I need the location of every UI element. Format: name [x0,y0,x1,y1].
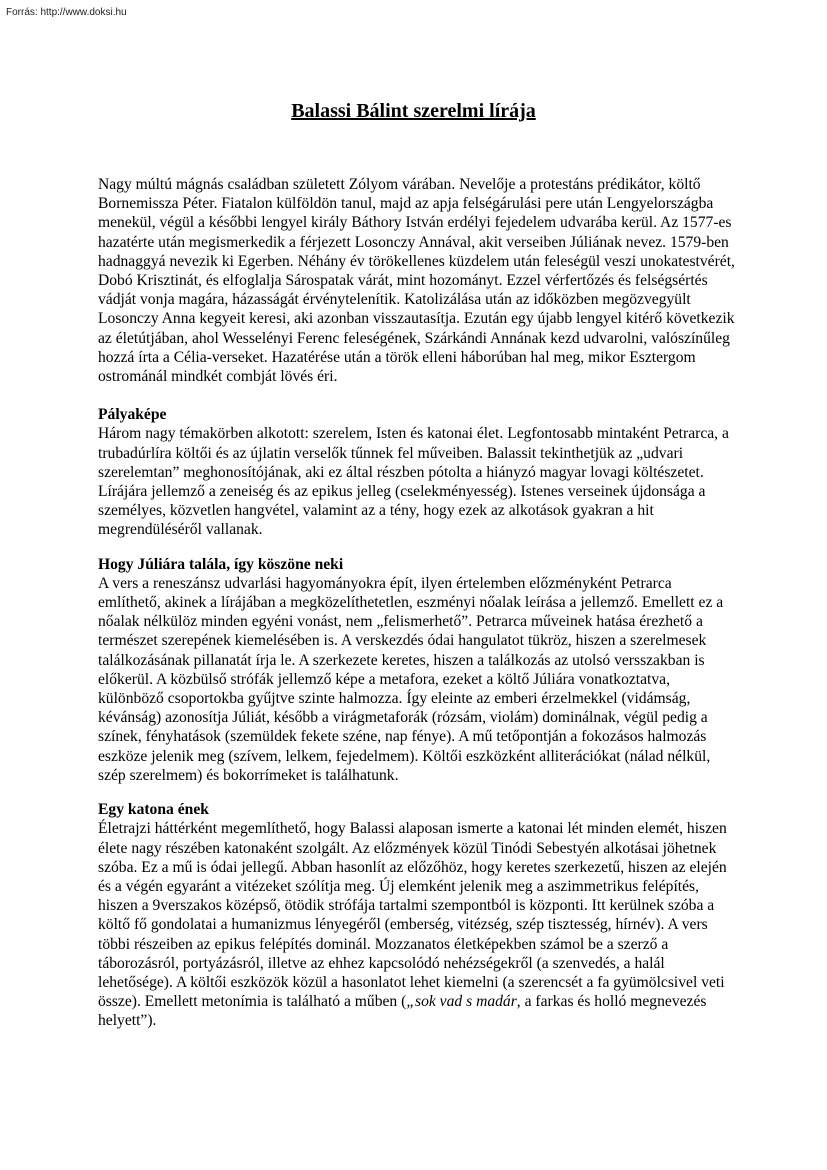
section-heading-palyakepe: Pályaképe [98,406,167,424]
document-body [98,175,738,1031]
source-url: Forrás: http://www.doksi.hu [6,7,127,18]
document-title: Balassi Bálint szerelmi lírája [291,100,536,122]
section-text-katona-quote: „sok vad s madár [406,993,517,1011]
section-text-katona-main: Életrajzi háttérként megemlíthető, hogy Balassi alaposan ismerte a katonai lét minden elemét, hiszen élete nagy részében katonaként szolgált. Az előzmények közül Tinódi Sebestyén alkotásai jöhetnek szóba. Ez a mű is ódai jellegű. Abban hasonlít az előzőhöz, hogy keretes szerkezetű, hiszen az elején és a végén egyaránt a vitézeket szólítja meg. Új elemként jelenik meg a aszimmetrikus felépítés, hiszen a 9verszakos középső, ötödik strófája tartalmi szempontból is központi. Itt kerülnek szóba a költő fő gondolatai a humanizmus lényegéről (emberség, vitézség, szép tisztesség, hírnév). A vers többi részeiben az epikus felépítés dominál. Mozzanatos életképekben számol be a szerző a táborozásról, portyázásról, illetve az ehhez kapcsolódó nehézségekről (a szenvedés, a halál lehetősége). A költői eszközök közül a hasonlatot lehet kiemelni (a szerencsét a fa gyümölcsivel veti össze). Emellett metonímia is található a műben ( [98,820,727,1011]
section-text-juliara: A vers a reneszánsz udvarlási hagyományokra épít, ilyen értelemben előzményként Petrarca említhető, akinek a lírájában a megközelíthetetlen, eszményi nőalak leírása a jellemző. Emellett ez a nőalak nélkülöz minden egyéni vonást, nem „felismerhető”. Petrarca műveinek hatása érezhető a természet szerepének kiemelésében is. A verskezdés ódai hangulatot tükröz, hiszen a szerelmesek találkozásának pillanatát írja le. A szerkezete keretes, hiszen a találkozás az utolsó versszakban is előkerül. A közbülső strófák jellemző képe a metafora, ezeket a költő Júliára vonatkoztatva, különböző csoportokba gyűjtve szinte halmozza. Így eleinte az emberi érzelmekkel (vidámság, kévánság) azonosítja Júliát, később a virágmetaforák (rózsám, violám) dominálnak, végül pedig a színek, fényhatások (szemüldek fekete széne, nap fénye). A mű tetőpontján a fokozásos halmozás eszköze jelenik meg (szívem, lelkem, fejedelmem). Költői eszközként alliterációkat (nálad nélkül, szép szerelmem) és bokorrímeket is találhatunk. [98,574,724,784]
section-heading-juliara: Hogy Júliára talála, így köszöne neki [98,555,344,573]
section-text-palyakepe: Három nagy témakörben alkotott: szerelem, Isten és katonai élet. Legfontosabb mintaként Petrarca, a trubadúrlíra költői és az újlatin verselők tűnnek fel műveiben. Balassit tekinthetjük az „udvari szerelemtan” meghonosítójának, aki ez által részben pótolta a hiányzó magyar lovagi költészetet. Lírájára jellemző a zeneiség és az epikus jelleg (cselekményesség). Istenes verseinek újdonsága a személyes, közvetlen hangvétel, valamint az a tény, hogy ezek az alkotások gyakran a hit megrendüléséről vallanak. [98,425,729,539]
section-text-katona [98,819,738,1030]
section-heading-katona: Egy katona ének [98,801,209,819]
section-text-katona-end: , a farkas és holló megnevezés helyett”). [98,993,707,1030]
intro-paragraph: Nagy múltú mágnás családban született Zólyom várában. Nevelője a protestáns prédikátor, költő Bornemissza Péter. Fiatalon külföldön tanul, majd az apja felségárulási pere után Lengyelországba menekül, végül a későbbi lengyel király Báthory István erdélyi fejedelem udvarába kerül. Az 1577-es hazatérte után megismerkedik a férjezett Losonczy Annával, akit verseiben Júliának nevez. 1579-ben hadnaggyá nevezik ki Egerben. Néhány év törökellenes küzdelem után feleségül veszi unokatestvérét, Dobó Krisztinát, és elfoglalja Sárospatak várát, mint hozományt. Ezzel vérfertőzés és felségsértés vádját vonja magára, házasságát érvénytelenítik. Katolizálása után az időközben megözvegyült Losonczy Anna kegyeit keresi, aki azonban visszautasítja. Ezután egy újabb lengyel kitérő következik az életútjában, ahol Wesselényi Ferenc feleségének, Szárkándi Annának kezd udvarolni, valószínűleg hozzá írta a Célia-verseket. Hazatérése után a török elleni háborúban hal meg, mikor Esztergom ostrománál mindkét combját lövés éri. [98,176,735,386]
